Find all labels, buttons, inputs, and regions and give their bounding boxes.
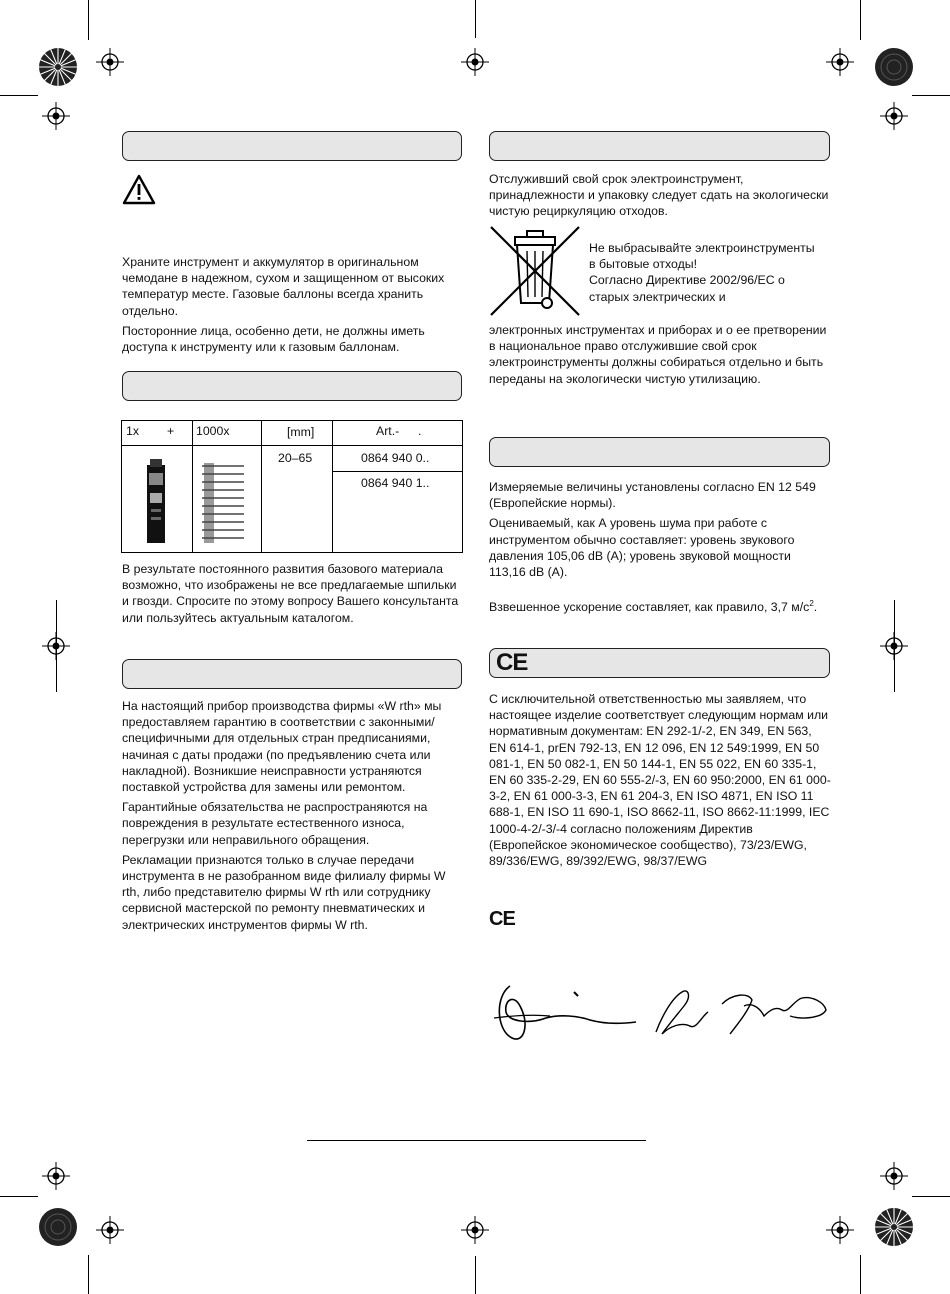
conformity-paragraph: С исключительной ответственностью мы заявляем, что настоящее изделие соответствует следующим нормам или нормативным документам: EN 292-1/-2, EN 349, EN 563, EN 614-1, prEN 792-13, EN 12 096, EN 12 549:1999, EN 50 081-1, EN 50 082-1, EN 50 144-1, EN 55 022, EN 60 335-1, EN 60 335-2-29, EN 60 555-2/-3, EN 60 950:2000, EN 61 000-3-2, EN 61 000-3-3, EN 61 204-3, EN ISO 4871, EN ISO 11 688-1, EN ISO 11 690-1, ISO 8662-11, ISO 8662-11:1999, IEC 1000-4-2/-3/-4 согласно положениям Директив (Европейское экономическое сообщество), 73/23/EWG, 89/336/EWG, 89/392/EWG, 98/37/EWG [489,692,831,869]
crop-mark-icon [912,95,950,96]
header-dot: . [418,424,422,438]
disposal-paragraph: Отслуживший свой срок электроинструмент, принадлежности и упаковку следует сдать на экологически чистую рециркуляцию отходов. [489,172,829,219]
header-plus: + [167,424,175,438]
storage-paragraph: Посторонние лица, особенно дети, не должны иметь доступа к инструменту или к газовым баллонам. [122,323,425,355]
weee-warning: Не выбрасывайте электроинструменты в бытовые отходы! [589,241,815,272]
warranty-paragraph: Гарантийные обязательства не распространяются на повреждения в результате естественного износа, перегрузки или неправильного обращения. [122,800,428,847]
registration-mark-icon [96,1216,124,1244]
header-qty-pins: 1000x [196,424,230,438]
disposal-intro [489,171,829,224]
storage-paragraph: Храните инструмент и аккумулятор в оригинальном чемодане в надежном, сухом и защищенном от высоких температур месте. Газовые баллоны всегда хранить отдельно. [122,255,445,318]
crop-mark-icon [894,600,895,692]
art-number: 0864 940 1.. [361,476,430,490]
registration-mark-icon [42,102,70,130]
conformity-text [489,691,831,873]
weee-bin-icon [489,225,581,317]
accessories-note-text: В результате постоянного развития базового материала возможно, что изображены не все предлагаемые шпильки и гвозди. Спросите по этому вопросу Вашего консультанта или пользуйтесь актуальным каталогом. [122,562,459,625]
art-number: 0864 940 0.. [361,451,430,465]
noise-text [489,479,829,620]
registration-mark-icon [826,1216,854,1244]
ce-mark-icon: CE [496,649,528,676]
vibration-paragraph: Взвешенное ускорение составляет, как правило, 3,7 $м/с^2$. [489,599,818,615]
warranty-paragraph: На настоящий прибор производства фирмы «W rth» мы предоставляем гарантию в соответствии с законными/специфичными для отдельных стран предписаниями, начиная с даты продажи (по предъявлению счета или накладной). Возникшие неисправности устраняются поставкой устройства для замены или ремонтом. [122,699,442,795]
accessories-note [122,561,466,630]
registration-mark-icon [42,1162,70,1190]
accessories-table [121,420,463,553]
ce-mark-icon: CE [489,908,515,930]
star-target-icon [38,1207,78,1247]
crop-mark-icon [912,1196,950,1197]
crop-mark-icon [860,0,861,40]
disposal-section-header [489,131,830,161]
star-target-icon [874,47,914,87]
gas-cartridge-image [145,459,167,545]
conformity-section-header [489,648,830,678]
registration-mark-icon [880,1162,908,1190]
signature-image [490,978,640,1046]
weee-text [589,240,821,305]
disposal-text [489,322,829,391]
warranty-text [122,698,466,937]
storage-section-header [122,131,462,161]
registration-mark-icon [461,48,489,76]
star-target-icon [38,47,78,87]
crop-mark-icon [475,0,476,38]
registration-mark-icon [96,48,124,76]
star-target-icon [874,1207,914,1247]
crop-mark-icon [56,600,57,692]
accessories-section-header [122,371,462,401]
pin-length: 20–65 [278,451,313,465]
disposal-paragraph: электронных инструментах и приборах и о ее претворении в национальное право отслужившие свой срок электроинструменты должны собираться отдельно и быть переданы на экологически чистую утилизацию. [489,323,827,386]
header-mm: [mm] [287,425,315,439]
crop-mark-icon [88,0,89,40]
noise-section-header [489,437,830,467]
crop-mark-icon [0,95,38,96]
registration-mark-icon [461,1216,489,1244]
registration-mark-icon [826,48,854,76]
pin-strip-image [200,461,246,545]
registration-mark-icon [880,102,908,130]
footer-rule [307,1140,646,1141]
crop-mark-icon [860,1255,861,1294]
noise-paragraph: Оцениваемый, как А уровень шума при работе с инструментом обычно составляет: уровень звукового давления 105,06 dB (A); уровень звуковой мощности 113,16 dB (A). [489,516,795,580]
crop-mark-icon [88,1255,89,1294]
signature-image [652,986,830,1040]
noise-paragraph: Измеряемые величины установлены согласно EN 12 549 (Европейские нормы). [489,480,816,511]
warranty-section-header [122,659,462,689]
header-qty-gas: 1x [126,424,139,438]
warning-icon [122,174,156,206]
weee-directive: Согласно Директиве 2002/96/EC о старых электрических и [589,273,785,304]
crop-mark-icon [0,1196,38,1197]
header-art: Art.- [376,424,400,438]
warranty-paragraph: Рекламации признаются только в случае передачи инструмента в не разобранном виде филиалу фирмы W rth, либо представителю фирмы W rth или сотруднику сервисной мастерской по ремонту пневматических и электрических инструментов фирмы W rth. [122,852,446,932]
storage-text [122,254,466,359]
crop-mark-icon [475,1256,476,1294]
